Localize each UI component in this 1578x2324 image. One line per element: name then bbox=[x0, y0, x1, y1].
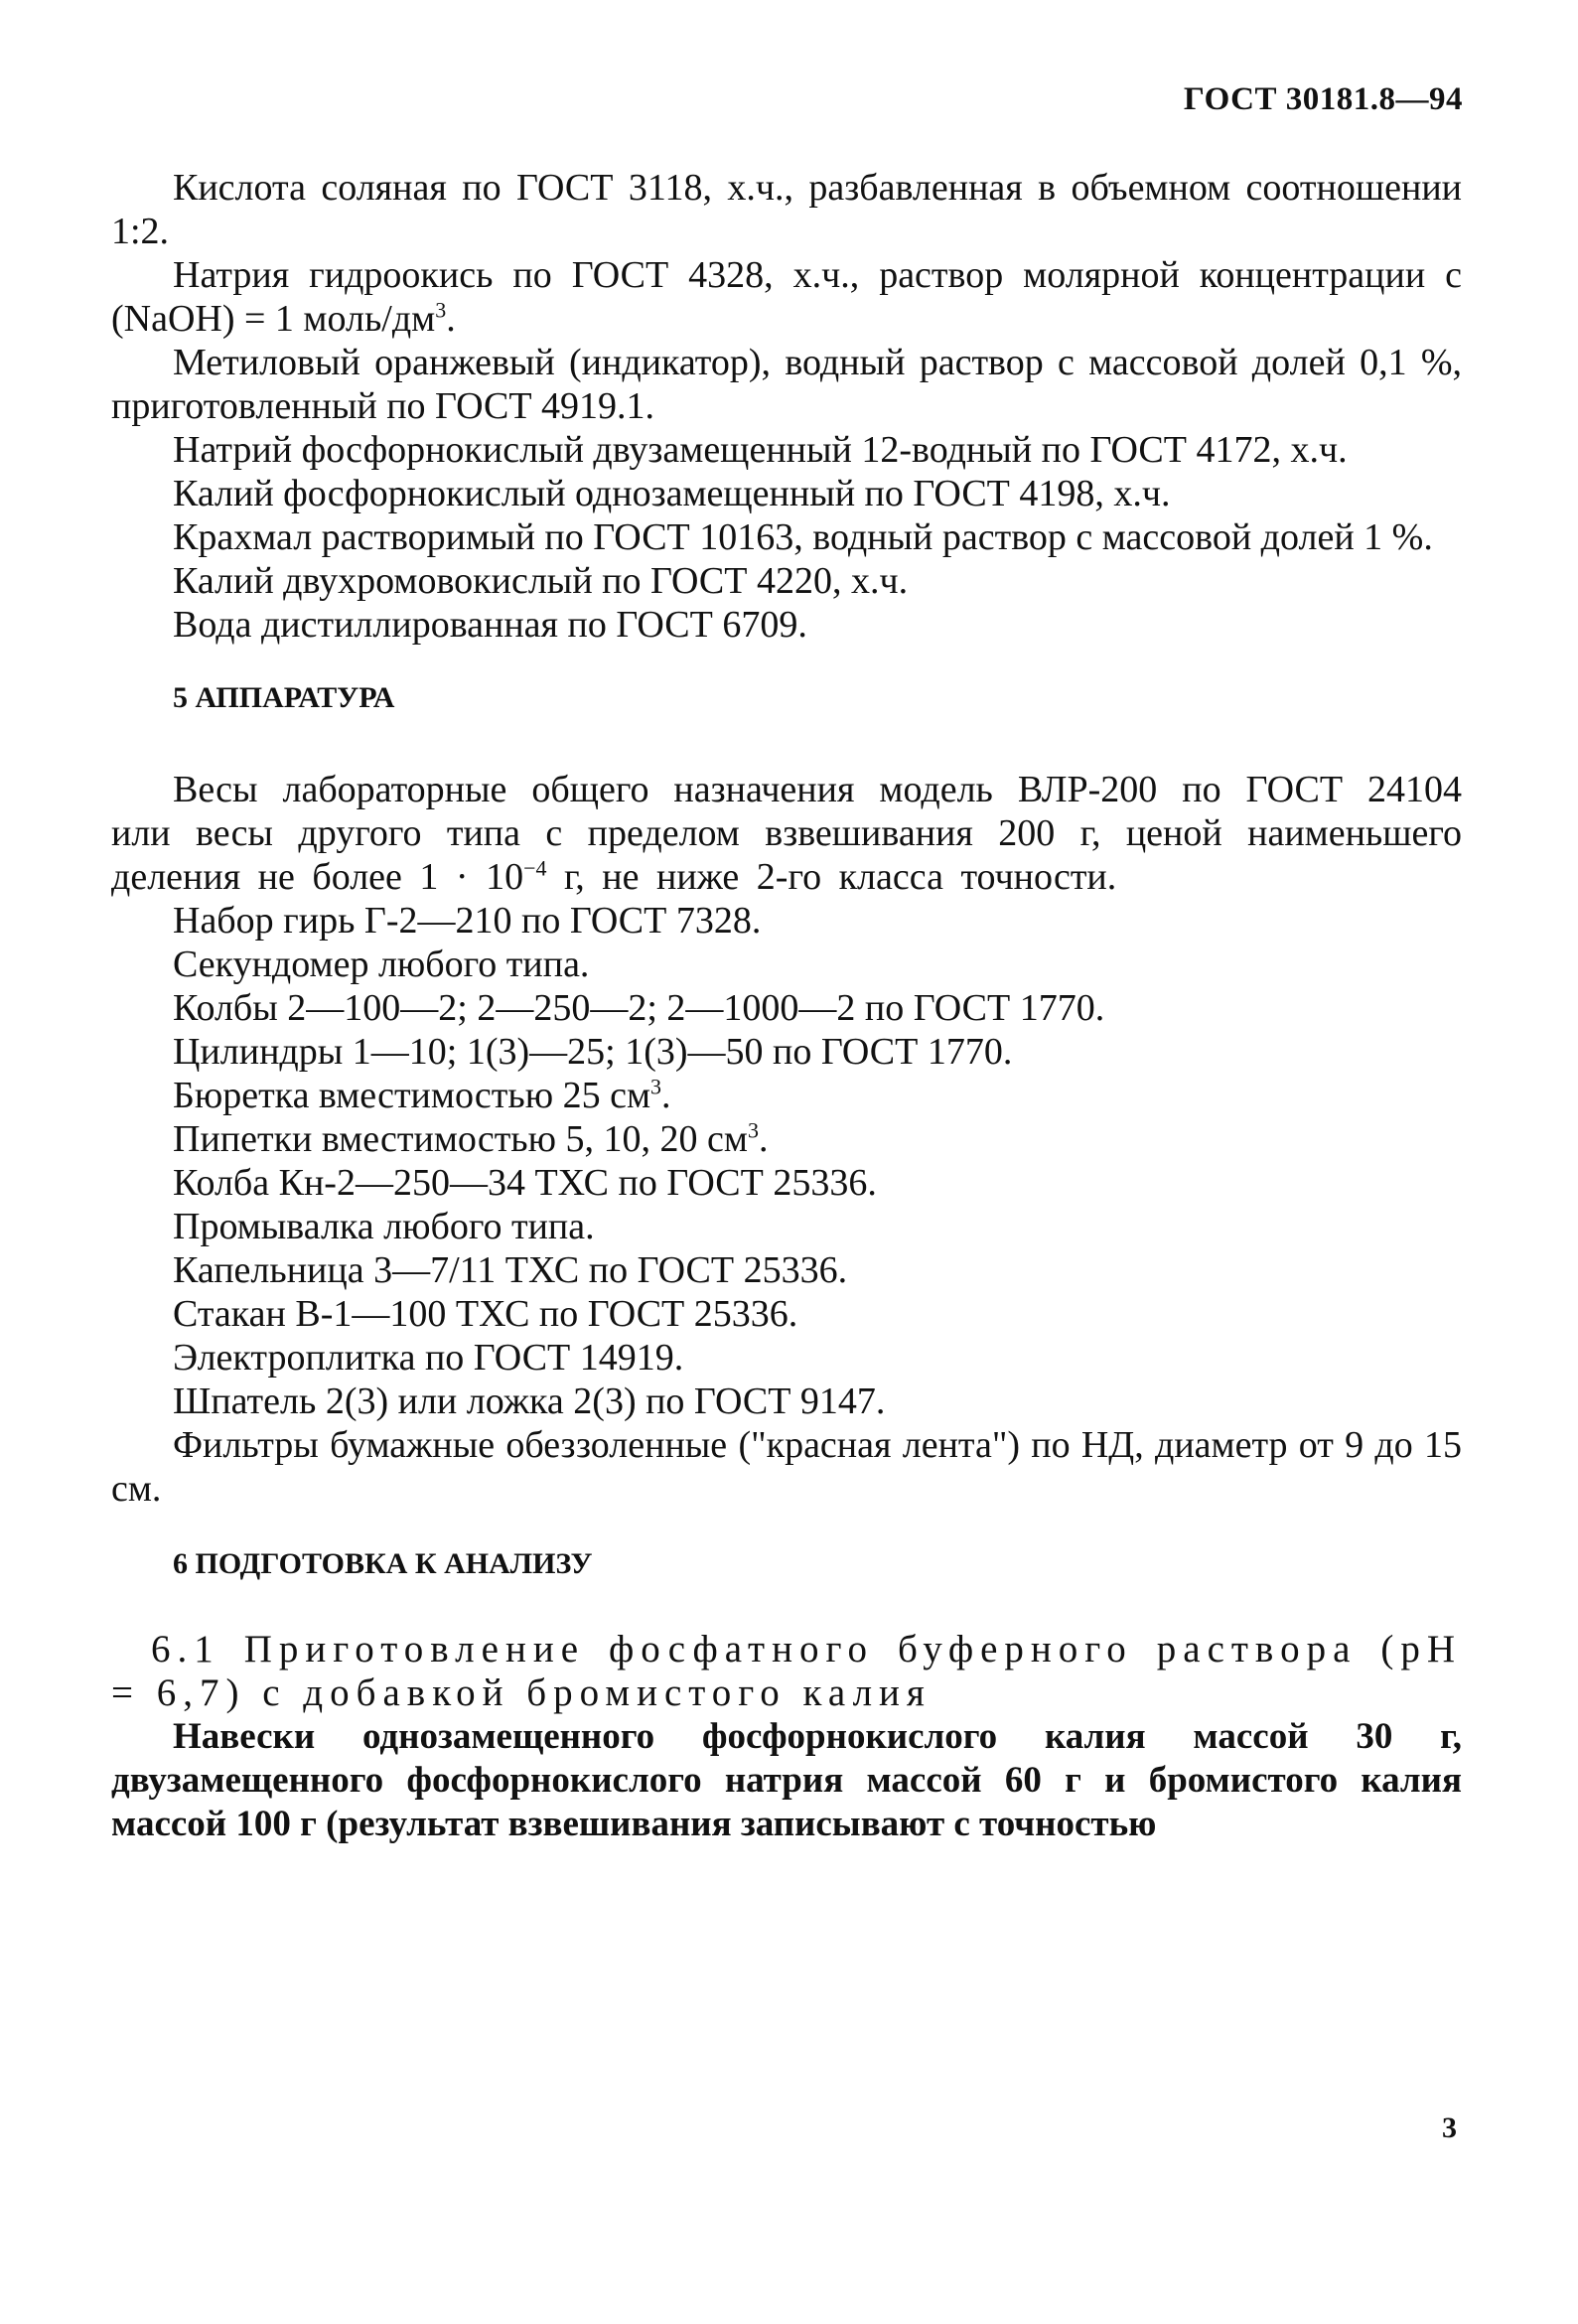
apparatus-dropper: Капельница 3—7/11 ТХС по ГОСТ 25336. bbox=[173, 1249, 848, 1291]
reagent-sodium-hydroxide bbox=[111, 253, 1462, 341]
apparatus-beaker: Стакан В-1—100 ТХС по ГОСТ 25336. bbox=[173, 1293, 798, 1335]
apparatus-wash-bottle: Промывалка любого типа. bbox=[173, 1206, 595, 1247]
reagent-distilled-water: Вода дистиллированная по ГОСТ 6709. bbox=[173, 604, 807, 646]
superscript: 3 bbox=[747, 1117, 759, 1143]
apparatus-scales-text: Весы лабораторные общего назначения модель ВЛР-200 по ГОСТ 24104 или весы другого типа с пределом взвешивания 200 г, ценой наименьшего деления не более 1 · 10 bbox=[111, 769, 1462, 898]
subsection-6-1-heading: 6.1 Приготовление фосфатного буферного раствора (рН = 6,7) с добавкой бромистого калия bbox=[111, 1628, 1462, 1714]
superscript: 3 bbox=[650, 1074, 661, 1099]
apparatus-pipettes bbox=[111, 1117, 1462, 1161]
apparatus-cylinders: Цилиндры 1—10; 1(3)—25; 1(3)—50 по ГОСТ 1770. bbox=[173, 1031, 1013, 1073]
document-code-header: ГОСТ 30181.8—94 bbox=[1183, 81, 1463, 117]
superscript: −4 bbox=[523, 855, 547, 881]
reagent-methyl-orange: Метиловый оранжевый (индикатор), водный раствор с массовой долей 0,1 %, приготовленный по ГОСТ 4919.1. bbox=[111, 342, 1462, 427]
reagent-potassium-phosphate: Калий фосфорнокислый однозамещенный по ГОСТ 4198, х.ч. bbox=[173, 473, 1171, 514]
apparatus-conical-flask: Колба Кн-2—250—34 ТХС по ГОСТ 25336. bbox=[173, 1162, 877, 1204]
apparatus-burette bbox=[111, 1074, 1462, 1117]
apparatus-burette-text: Бюретка вместимостью 25 см bbox=[173, 1075, 650, 1116]
reagent-potassium-dichromate: Калий двухромовокислый по ГОСТ 4220, х.ч. bbox=[173, 560, 909, 602]
reagent-sodium-hydroxide-text: Натрия гидроокись по ГОСТ 4328, х.ч., раствор молярной концентрации c (NaOH) = 1 моль/дм bbox=[111, 254, 1462, 340]
page-content bbox=[111, 166, 1462, 1846]
section-6-heading: 6 ПОДГОТОВКА К АНАЛИЗУ bbox=[173, 1547, 593, 1580]
apparatus-scales bbox=[111, 768, 1462, 899]
apparatus-flasks: Колбы 2—100—2; 2—250—2; 2—1000—2 по ГОСТ 1770. bbox=[173, 987, 1105, 1029]
reagent-starch: Крахмал растворимый по ГОСТ 10163, водный раствор с массовой долей 1 %. bbox=[173, 516, 1433, 558]
reagent-hydrochloric-acid: Кислота соляная по ГОСТ 3118, х.ч., разбавленная в объемном соотношении 1:2. bbox=[111, 167, 1462, 252]
apparatus-pipettes-text: Пипетки вместимостью 5, 10, 20 см bbox=[173, 1118, 748, 1160]
reagent-sodium-phosphate: Натрий фосфорнокислый двузамещенный 12-водный по ГОСТ 4172, х.ч. bbox=[173, 429, 1348, 471]
apparatus-stopwatch: Секундомер любого типа. bbox=[173, 944, 590, 985]
punctuation: . bbox=[758, 1118, 769, 1160]
punctuation: . bbox=[446, 298, 456, 340]
section-5-heading: 5 АППАРАТУРА bbox=[173, 681, 395, 714]
apparatus-scales-tail: г, не ниже 2-го класса точности. bbox=[546, 856, 1117, 898]
apparatus-hotplate: Электроплитка по ГОСТ 14919. bbox=[173, 1337, 684, 1379]
subsection-6-1-paragraph: Навески однозамещенного фосфорнокислого калия массой 30 г, двузамещенного фосфорнокислого натрия массой 60 г и бромистого калия массой 100 г (результат взвешивания записывают с точностью bbox=[111, 1716, 1462, 1844]
superscript: 3 bbox=[435, 297, 447, 323]
apparatus-weights: Набор гирь Г-2—210 по ГОСТ 7328. bbox=[173, 900, 762, 942]
apparatus-filters: Фильтры бумажные обеззоленные ("красная лента") по НД, диаметр от 9 до 15 см. bbox=[111, 1424, 1462, 1510]
punctuation: . bbox=[661, 1075, 671, 1116]
page-number: 3 bbox=[1442, 2111, 1457, 2144]
apparatus-spatula: Шпатель 2(3) или ложка 2(3) по ГОСТ 9147. bbox=[173, 1380, 886, 1422]
